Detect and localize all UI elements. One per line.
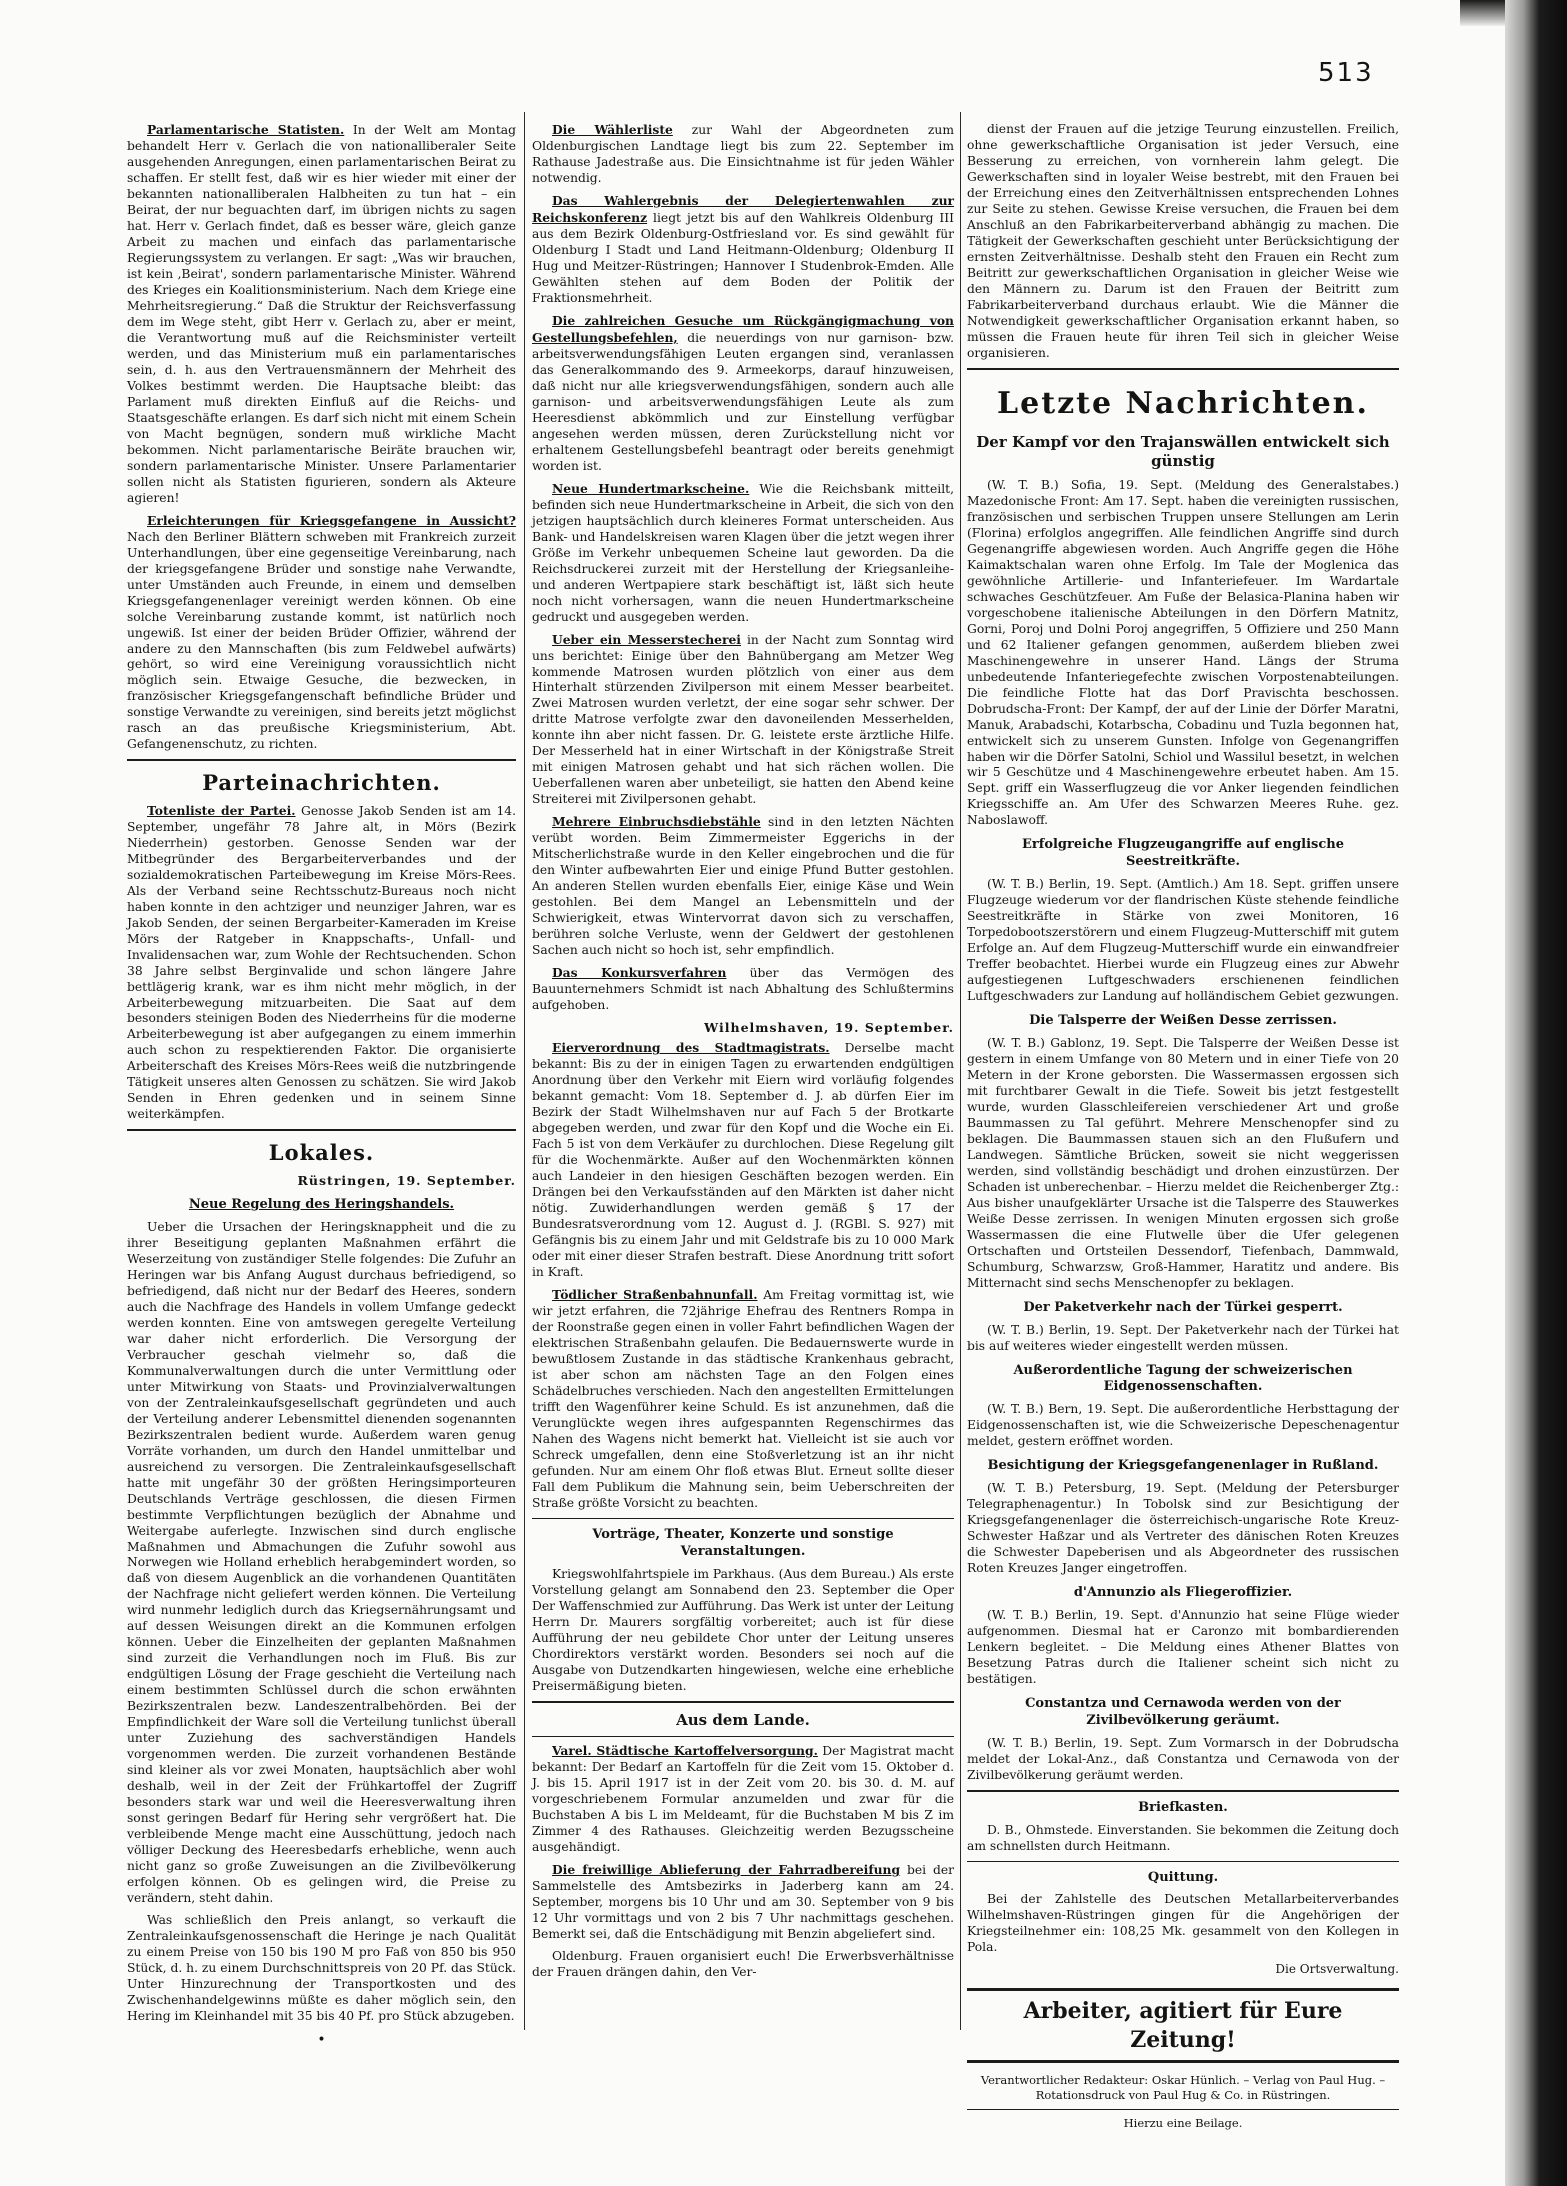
scan-edge [1505, 0, 1567, 2186]
article-body: (W. T. B.) Berlin, 19. Sept. Der Paketverkehr nach der Türkei hat bis auf weiteres wieder eingestellt werden müssen. [967, 1322, 1399, 1353]
article-fahrradbereifung [532, 1862, 954, 1943]
article-body: sind in den letzten Nächten verübt worden. Beim Zimmermeister Eggerichs in der Mitscherlichstraße wurde in den Keller eingebrochen und die für den Winter aufbewahrten Eier und einige Pfund Butter gestohlen. An anderen Stellen wurden ebenfalls Eier, einige Käse und Wein gestohlen. Bei dem Mangel an Lebensmitteln und der Schwierigkeit, etwas Wintervorrat davon sich zu verschaffen, berühren solche Verluste, wenn der Geldwert der gestohlenen Sachen auch nicht so hoch ist, sehr empfindlich. [532, 815, 955, 958]
article-body: Genosse Jakob Senden ist am 14. September, ungefähr 78 Jahre alt, in Mörs (Bezirk Niederrhein) gestorben. Genosse Senden war der Mitbegründer des Bergarbeiterverbandes und der sozialdemokratischen Parteibewegung im Kreise Mörs-Rees. Als der Verband seine Rechtsschutz-Bureaus noch nicht haben konnte in den achtziger und neunziger Jahren, war es Jakob Senden, der seinen Bergarbeiter-Kameraden im Kreise Mörs der Ratgeber in Knappschafts-, Unfall- und Invalidensachen war, zum Wohle der Rechtsuchenden. Schon 38 Jahre selbst Berginvalide und schon längere Jahre bettlägerig krank, war es ihm nicht mehr möglich, in der Arbeiterbewegung mitzuarbeiten. Die Saat auf dem besonders steinigen Boden des Niederrheins für die moderne Arbeiterbewegung ist aber aufgegangen zu einem immerhin auch schon zu respektierenden Faktor. Die organisierte Arbeiterschaft des Kreises Mörs-Rees weiß die nutzbringende Tätigkeit unseres alten Genossen zu schätzen. Sie wird Jakob Senden in Ehren gedenken und in seinem Sinne weiterkämpfen. [127, 803, 517, 1122]
bullet-dot: • [317, 2032, 326, 2049]
supplement-note: Hierzu eine Beilage. [1123, 2116, 1243, 2130]
section-rule [532, 1736, 954, 1737]
section-rule [127, 759, 516, 761]
column-divider [524, 112, 525, 2030]
article-body: Ueber die Ursachen der Heringsknappheit und die zu ihrer Beseitigung geplanten Maßnahmen erfährt die Weserzeitung von zuständiger Stelle folgendes: Die Zufuhr an Heringen war bis Anfang August durchaus befriedigend, so befriedigend, daß nicht nur der Bedarf des Heeres, sondern auch die Nachfrage des Handels in vollem Umfange gedeckt werden konnten. Eine von amtswegen geregelte Verteilung war daher nicht erforderlich. Die Versorgung der Verbraucher geschah vielmehr so, daß die Kommunalverwaltungen durch die unter Vermittlung oder unter Mitwirkung von Staats- und Provinzialverwaltungen von der Zentraleinkaufsgesellschaft gegründeten und auch der Verteilung anderer Lebensmittel dienenden sogenannten Bezirkszentralen bedient wurde. Außerdem waren genug Vorräte vorhanden, um durch den Handel unmittelbar und ausreichend zu versorgen. Die Zentraleinkaufsgesellschaft hatte mit ungefähr 30 der größten Heringsimporteuren Deutschlands Verträge geschlossen, die diesen Firmen bestimmte Verpflichtungen bezüglich der Abnahme und Weitergabe auferlegte. Inzwischen sind durch englische Maßnahmen und Abmachungen die Zufuhr sowohl aus Norwegen wie Holland erheblich herabgemindert worden, so daß von diesem Augenblick an die vorhandenen Quantitäten der Nachfrage nicht geliefert werden können. Die Verteilung wird nunmehr lediglich durch das Kriegsernährungsamt und auf dessen Weisungen direkt an die Kommunen erfolgen können. Ueber die Einzelheiten der geplanten Maßnahmen sind zurzeit die Verhandlungen noch im Fluß. Bis zur endgültigen Lösung der Frage geschieht die Verteilung nach einem bestimmten Schlüssel durch die schon erwähnten Bezirkszentralen bezw. Landeszentralbehörden. Bei der Empfindlichkeit der Ware soll die Verteilung tunlichst überall unter Zuziehung des sachverständigen Handels vorgenommen werden. Die zurzeit vorhandenen Bestände sind kleiner als vor zwei Monaten, hauptsächlich aber wohl deshalb, weil in der Zeit der Frühkartoffel der Zugriff besonders stark war und weil die Heeresverwaltung ihren sonst geringen Bedarf für Hering sehr vergrößert hat. Die verbleibende Menge macht eine Ausschüttung, jedoch nach völliger Deckung des Heeresbedarfs erhebliche, wenn auch nicht ganz so große Zuweisungen an die Zivilbevölkerung erfolgen können. Ob es gelingen wird, die Preise zu verändern, steht dahin. [127, 1219, 516, 1906]
article-waehlerliste [532, 122, 954, 187]
article-heading-hering: Neue Regelung des Heringshandels. [188, 1196, 455, 1212]
article-parlamentarische-statisten [127, 122, 516, 507]
article-body: bei der Sammelstelle des Amtsbezirks in Jaderberg kann am 24. September, morgens bis 10 Uhr und am 30. September von 9 bis 12 Uhr vormittags und von 2 bis 7 Uhr nachmittags geschehen. Bemerkt sei, daß die Entschädigung mit Benzin abgeliefert sind. [532, 1863, 954, 1941]
article-frauen-continued: dienst der Frauen auf die jetzige Teurung einzustellen. Freilich, ohne gewerkschaftliche Organisation ist jeder Versuch, eine Besserung zu erreichen, von vornherein lahm gelegt. Die Gewerkschaften sind in loyaler Weise bestrebt, mit den Frauen bei der Erreichung eines den Zeitverhältnissen entsprechenden Lohnes zur Seite zu stehen. Gewisse Kreise versuchen, die Frauen bei dem Anschluß an den Fabrikarbeiterverband abhängig zu machen. Die Tätigkeit der Gewerkschaften geschieht unter Berücksichtigung der ernsten Zeitverhältnisse. Deshalb steht den Frauen ein Recht zum Beitritt zur gewerkschaftlichen Organisation in gleicher Weise wie den Männern zu. Darum ist den Frauen der Beitritt zum Fabrikarbeiterverband durchaus erlaubt. Wie die Männer die Notwendigkeit gewerkschaftlicher Organisation erkannt haben, so müssen die Frauen heute für ihren Teil sich in gleicher Weise organisieren. [967, 122, 1399, 360]
section-rule [532, 1701, 954, 1703]
article-messerstecherei [532, 632, 954, 809]
section-head-quittung: Quittung. [1147, 1869, 1219, 1885]
section-rule [967, 1861, 1399, 1862]
article-body: Am Freitag vormittag ist, wie wir jetzt erfahren, die 72jährige Ehefrau des Rentners Rompa in der Roonstraße gegen einen in voller Fahrt befindlichen Wagen der elektrischen Straßenbahn gelaufen. Die Bedauernswerte wurde in bewußtlosem Zustande in das städtische Krankenhaus gebracht, ist aber schon am nächsten Tage an den Folgen eines Schädelbruches verschieden. Nach den angestellten Ermittelungen trifft den Wagenführer keine Schuld. Es ist anzunehmen, daß die Verunglückte wegen ihres aufgespannten Regenschirmes das Nahen des Wagens nicht bemerkt hat. Vielleicht ist sie auch vor Schreck umgefallen, denn eine Stoßverletzung ist an ihr nicht gefunden. Nur am einem Ohr floß etwas Blut. Erneut sollte dieser Fall dem Publikum die Mahnung sein, beim Ueberschreiten der Straße größte Vorsicht zu beachten. [532, 1288, 955, 1510]
article-heading-paketverkehr: Der Paketverkehr nach der Türkei gesperrt. [1023, 1299, 1343, 1315]
dateline: Rüstringen, 19. September. [297, 1172, 516, 1188]
article-title: Varel. Städtische Kartoffelversorgung. [552, 1743, 818, 1759]
column-divider [960, 112, 961, 2030]
article-body: Was schließlich den Preis anlangt, so verkauft die Zentraleinkaufsgenossenschaft die Heringe je nach Qualität zu einem Preise von 150 bis 190 M pro Faß von 850 bis 950 Stück, d. h. zu einem Durchschnittspreis von 20 Pf. das Stück. Unter Hinzurechnung der Transportkosten und des Zwischenhandelgewinns müßte es daher möglich sein, den Hering im Kleinhandel mit 35 bis 40 Pf. pro Stück abzugeben. [127, 1913, 516, 2024]
article-title: Die freiwillige Ablieferung der Fahrradbereifung [552, 1862, 901, 1878]
article-heading-flugzeugangriffe: Erfolgreiche Flugzeugangriffe auf englische Seestreitkräfte. [1021, 837, 1345, 870]
article-heading-talsperre: Die Talsperre der Weißen Desse zerrissen. [1029, 1013, 1337, 1029]
article-body: über das Vermögen des Bauunternehmers Schmidt ist nach Abhaltung des Schlußtermins aufgehoben. [532, 966, 954, 1013]
section-head-aus-dem-lande: Aus dem Lande. [676, 1710, 810, 1729]
article-body: Der Magistrat macht bekannt: Der Bedarf an Kartoffeln für die Zeit vom 15. Oktober d. J. bis 15. April 1917 ist in der Zeit vom 20. bis 30. d. M. auf vorgeschriebenem Formular anzumelden und zwar für die Buchstaben A bis L im Meldeamt, für die Buchstaben M bis Z im Zimmer 4 des Rathauses. Gleichzeitig werden Bezugsscheine ausgehändigt. [532, 1744, 954, 1855]
article-title: Neue Hundertmarkscheine. [552, 480, 750, 496]
article-title: Eierverordnung des Stadtmagistrats. [552, 1040, 830, 1056]
article-title: Die zahlreichen Gesuche um Rückgängigmachung von Gestellungsbefehlen, [532, 312, 954, 345]
section-rule [967, 1790, 1399, 1792]
section-head-letzte-nachrichten: Letzte Nachrichten. [997, 385, 1369, 421]
article-kriegsgefangene [127, 513, 516, 754]
article-body: In der Welt am Montag behandelt Herr v. Gerlach die von nationalliberaler Seite ausgehenden Anregungen, einen parlamentarischen Beirat zu schaffen. Er stellt fest, daß wir es hier wieder mit einer der bekannten nationalliberalen Halbheiten zu tun hat – ein Beirat, der nur beguachten darf, im übrigen nichts zu sagen hat. Herr v. Gerlach findet, daß es besser wäre, gleich ganze Arbeit zu machen und einfach das parlamentarische Regierungssystem zu verlangen. Er sagt: „Was wir brauchen, ist kein ‚Beirat', sondern parlamentarische Minister. Während des Krieges ein Koalitionsministerium. Nach dem Kriege eine Mehrheitsregierung.“ Daß die Struktur der Reichsverfassung dem im Wege steht, gibt Herr v. Gerlach zu, aber er meint, die Verantwortung muß auf die Reichsminister verteilt werden, und das Ministerium muß ein parlamentarisches sein, d. h. aus den Vertrauensmännern der Mehrheit des Volkes bestimmt werden. Die Hauptsache bleibt: das Parlament muß direkten Einfluß auf die Reichs- und Staatsgeschäfte erlangen. Es darf sich nicht mit einem Schein von Macht begnügen, sondern muß wirkliche Macht bekommen. Nicht parlamentarische Beiräte brauchen wir, sondern parlamentarische Minister. Unsere Parlamentarier sollen nicht als Statisten figurieren, sondern als Akteure agieren! [127, 123, 516, 505]
article-einbruch [532, 814, 954, 959]
section-rule [967, 368, 1399, 370]
article-body: Wie die Reichsbank mitteilt, befinden sich neue Hundertmarkscheine in Arbeit, die sich von den jetzigen hauptsächlich durch kleineres Format unterscheiden. Aus Bank- und Handelskreisen waren Klagen über die jetzt wegen ihrer Größe im Verkehr unbequemen Scheine laut geworden. Da die Reichsdruckerei zurzeit mit der Herstellung der Kriegsanleihe- und anderen Wertpapiere stark beschäftigt ist, läßt sich heute noch nicht vorhersagen, wann die neuen Hundertmarkscheine gedruckt und ausgegeben werden. [532, 481, 954, 624]
article-oldenburg-frauen: Oldenburg. Frauen organisiert euch! Die Erwerbsverhältnisse der Frauen drängen dahin, den Ver- [532, 1948, 954, 1979]
article-title: Die Wählerliste [552, 122, 673, 137]
banner-agitation: Arbeiter, agitiert für Eure Zeitung! [967, 1988, 1399, 2063]
dateline: Wilhelmshaven, 19. September. [704, 1020, 954, 1036]
section-head-veranstaltungen: Vorträge, Theater, Konzerte und sonstige Veranstaltungen. [592, 1526, 894, 1559]
article-body: (W. T. B.) Berlin, 19. Sept. (Amtlich.) Am 18. Sept. griffen unsere Flugzeuge wiederum vor der flandrischen Küste stehende feindliche Seestreitkräfte in Stärke von zwei Monitoren, 16 Torpedobootszerstörern und einem Flugzeug-Mutterschiff mit gutem Erfolge an. Auf dem Flugzeug-Mutterschiff wurde ein einwandfreier Treffer beobachtet. Hierbei wurde ein Flugzeug eines zur Abwehr aufgestiegenen Luftgeschwaders erschienenen feindlichen Luftgeschwaders zur Landung auf holländischem Gebiet gezwungen. [967, 877, 1399, 1004]
article-title: Erleichterungen für Kriegsgefangene in Aussicht? [147, 512, 516, 528]
article-title: Das Wahlergebnis der Delegiertenwahlen zur Reichskonferenz [532, 192, 954, 225]
article-body: Kriegswohlfahrtspiele im Parkhaus. (Aus dem Bureau.) Als erste Vorstellung gelangt am Sonnabend den 23. September die Oper Der Waffenschmied zur Aufführung. Das Werk ist unter der Leitung Herrn Dr. Maurers sorgfältig vorbereitet; auch ist für diese Aufführung der neu gebildete Chor unter der Leitung unseres Chordirektors verstärkt worden. Besonders sei noch auf die Ausgabe von Dutzendkarten hingewiesen, welche eine erhebliche Preisermäßigung bieten. [532, 1566, 954, 1693]
article-eierverordnung [532, 1040, 954, 1281]
article-title: Ueber ein Messerstecherei [552, 631, 741, 647]
article-konkurs [532, 965, 954, 1014]
article-title: Mehrere Einbruchsdiebstähle [552, 814, 761, 830]
article-strassenbahnunfall [532, 1287, 954, 1512]
section-rule [532, 1518, 954, 1519]
article-body: (W. T. B.) Petersburg, 19. Sept. (Meldung der Petersburger Telegraphenagentur.) In Tobolsk sind zur Besichtigung der Kriegsgefangenenlager die österreichisch-ungarische Rote Kreuz-Schwester Haßzar und als Vertreter des dänischen Roten Kreuzes die Schwester Dapeberisen und als Abgeordneter des russischen Roten Kreuzes Janger eingetroffen. [967, 1481, 1399, 1576]
article-heading-trajanswaelle: Der Kampf vor den Trajanswällen entwickelt sich günstig [976, 432, 1390, 471]
article-delegiertenwahlen [532, 193, 954, 307]
section-rule [967, 2109, 1399, 2110]
column-left [127, 122, 516, 2049]
article-body: Nach den Berliner Blättern schweben mit Frankreich zurzeit Unterhandlungen, über eine gegenseitige Vereinbarung, nach der kriegsgefangene Brüder und sonstige nahe Verwandte, unter Umständen auch Freunde, in einem und demselben Kriegsgefangenenlager vereinigt werden können. Ob eine solche Vereinbarung zustande kommt, ist natürlich noch ungewiß. Ist einer der beiden Brüder Offizier, während der andere zu den Mannschaften (bis zum Feldwebel aufwärts) gehört, so wird eine Vereinigung voraussichtlich nicht möglich sein. Etwaige Gesuche, die bezwecken, in französischer Kriegsgefangenschaft befindliche Brüder und sonstige Verwandte zu vereinigen, sind bereits jetzt möglichst rasch an das preußische Kriegsministerium, Abt. Gefangenenschutz, zu richten. [127, 529, 516, 752]
article-body: (W. T. B.) Berlin, 19. Sept. Zum Vormarsch in der Dobrudscha meldet der Lokal-Anz., daß Constantza und Cernawoda von der Zivilbevölkerung geräumt werden. [967, 1735, 1399, 1782]
article-body: (W. T. B.) Berlin, 19. Sept. d'Annunzio hat seine Flüge wieder aufgenommen. Diesmal hat er Caronzo mit bombardierenden Lenkern begleitet. – Die Meldung eines Athener Blattes von Besetzung Patras durch die Italiener scheint sich nicht zu bestätigen. [967, 1608, 1399, 1686]
article-varel [532, 1743, 954, 1856]
article-body: Bei der Zahlstelle des Deutschen Metallarbeiterverbandes Wilhelmshaven-Rüstringen gingen für die Angehörigen der Kriegsteilnehmer ein: 108,25 Mk. gesammelt von den Kollegen in Pola. [967, 1892, 1399, 1955]
article-heading-russland: Besichtigung der Kriegsgefangenenlager in Rußland. [987, 1458, 1379, 1474]
section-head-briefkasten: Briefkasten. [1138, 1799, 1228, 1815]
article-body: (W. T. B.) Bern, 19. Sept. Die außerordentliche Herbsttagung der Eidgenossenschaften ist, wie die Schweizerische Depeschenagentur meldet, gestern eröffnet worden. [967, 1402, 1399, 1449]
article-title: Parlamentarische Statisten. [147, 122, 345, 137]
article-heading-constantza: Constantza und Cernawoda werden von der Zivilbevölkerung geräumt. [1025, 1695, 1341, 1728]
section-head-parteinachrichten: Parteinachrichten. [202, 770, 441, 796]
article-totenliste [127, 803, 516, 1124]
article-heading-dannunzio: d'Annunzio als Fliegeroffizier. [1073, 1585, 1293, 1601]
article-heading-schweiz: Außerordentliche Tagung der schweizerischen Eidgenossenschaften. [1013, 1362, 1353, 1395]
article-body: in der Nacht zum Sonntag wird uns berichtet: Einige über den Bahnübergang am Metzer Weg kommende Matrosen wurden plötzlich von einer aus dem Hinterhalt stürzenden Zivilperson mit einem Messer bearbeitet. Zwei Matrosen wurden verletzt, der eine sogar sehr schwer. Der dritte Matrose verfolgte zwar den davoneilenden Messerhelden, konnte ihn aber nicht fassen. Dr. G. leistete erste ärztliche Hilfe. Der Messerheld hat in einer Wirtschaft in der Königstraße Streit mit einigen Matrosen gehabt und hat sich rächen wollen. Die Ueberfallenen waren aber unbeteiligt, sie hatten den Abend keine Streiterei mit Zivilpersonen gehabt. [532, 632, 954, 807]
imprint: Verantwortlicher Redakteur: Oskar Hünlich. – Verlag von Paul Hug. – Rotationsdruck von Paul Hug & Co. in Rüstringen. [980, 2073, 1386, 2103]
section-rule [127, 1129, 516, 1131]
article-body: zur Wahl der Abgeordneten zum Oldenburgischen Landtage liegt bis zum 22. September im Rathause Jadestraße aus. Die Einsichtnahme ist für jeden Wähler notwendig. [532, 123, 954, 185]
article-hundertmarkscheine [532, 481, 954, 626]
article-body: liegt jetzt bis auf den Wahlkreis Oldenburg III aus dem Bezirk Oldenburg-Ostfriesland vor. Es sind gewählt für Oldenburg I Stadt und Land Heitmann-Oldenburg; Oldenburg II Hug und Meitzer-Rüstringen; Hannover I Studenbrok-Emden. Alle Gewählten stehen auf dem Boden der Politik der Fraktionsmehrheit. [532, 210, 954, 305]
article-body: (W. T. B.) Sofia, 19. Sept. (Meldung des Generalstabes.) Mazedonische Front: Am 17. Sept. haben die vereinigten russischen, französischen und serbischen Truppen unsere Stellungen am Lerin (Florina) erfolglos angegriffen. Alle feindlichen Angriffe sind durch Gegenangriffe abgewiesen worden. Auch Angriffe gegen die Höhe Kaimaktschalan waren ohne Erfolg. Im Tale der Moglenica das gewöhnliche Artillerie- und Infanteriefeuer. Im Wardartale schwaches Geschützfeuer. Am Fuße der Belasica-Planina haben wir vorgeschobene italienische Abteilungen in den Dörfern Matnitz, Gorni, Poroj und Dolni Poroj angegriffen, 5 Offiziere und 250 Mann und 62 Italiener gefangen genommen, außerdem blieben zwei Maschinengewehre in unserer Hand. Längs der Struma unbedeutende Infanteriegefechte zwischen Vorpostenabteilungen. Die feindliche Flotte hat das Dorf Pravischta beschossen. Dobrudscha-Front: Der Kampf, der auf der Linie der Dörfer Maratni, Manuk, Arabadschi, Kotarbscha, Cobadinu und Tuzla begonnen hat, entwickelt sich zu unserem Gunsten. Infolge von Gegenangriffen haben wir die Dörfer Satolni, Schiol und Wassilul besetzt, in welchen wir 5 Geschütze und 4 Maschinengewehre erbeutet haben. Am 15. Sept. griff ein Wasserflugzeug die vor Anker liegenden feindlichen Kriegsschiffe an. Am Ufer des Schwarzen Meeres Ruhe. gez. Naboslawoff. [967, 477, 1399, 828]
scan-edge-top [1460, 0, 1505, 26]
column-right [967, 122, 1399, 2135]
article-body: die neuerdings von nur garnison- bzw. arbeitsverwendungsfähigen Leuten ergangen sind, veranlassen das Generalkommando des 9. Armeekorps, darauf hinzuweisen, daß nicht nur alle kriegsverwendungsfähigen, sondern auch alle garnison- und arbeitsverwendungsfähigen Leute als zum Heeresdienst abkömmlich und zur Einstellung verfügbar angesehen werden müssen, deren Zurückstellung nicht vor erhaltenem Gestellungsbefehl beantragt oder bereits genehmigt worden ist. [532, 330, 954, 473]
article-body: Derselbe macht bekannt: Bis zu der in einigen Tagen zu erwartenden endgültigen Anordnung über den Verkehr mit Eiern wird vorläufig folgendes bekannt gemacht: Vom 18. September d. J. ab dürfen Eier im Bezirk der Stadt Wilhelmshaven nur auf Fach 5 der Brotkarte abgegeben werden, und zwar für den Kopf und die Woche ein Ei. Fach 5 ist von dem Verkäufer zu durchlochen. Diese Regelung gilt für die Wochenmärkte. Außer auf den Wochenmärkten können auch Landeier in den hiesigen Geschäften bezogen werden. Ein Drängen bei den Verkaufsständen auf den Märkten ist daher nicht nötig. Zuwiderhandlungen werden gemäß § 17 der Bundesratsverordnung vom 12. August d. J. (RGBl. S. 927) mit Gefängnis bis zu einem Jahr und mit Geldstrafe bis zu 10 000 Mark oder mit einer dieser Strafen bestraft. Diese Anordnung tritt sofort in Kraft. [532, 1041, 954, 1280]
page-number: 513 [1318, 58, 1374, 88]
signature: Die Ortsverwaltung. [1275, 1962, 1399, 1977]
section-head-lokales: Lokales. [268, 1140, 375, 1166]
article-title: Tödlicher Straßenbahnunfall. [552, 1287, 758, 1303]
article-title: Totenliste der Partei. [147, 802, 296, 818]
column-middle [532, 122, 954, 1987]
article-body: (W. T. B.) Gablonz, 19. Sept. Die Talsperre der Weißen Desse ist gestern in einem Umfange von 80 Metern und in einer Tiefe von 20 Metern in der Krone geborsten. Die Wassermassen ergossen sich mit furchtbarer Gewalt in die Tiefe. Soweit bis jetzt festgestellt wurde, wurden Glasschleifereien verschiedener Art und große Baummassen zu Tal geführt. Mehrere Menschenopfer sind zu beklagen. Die Baummassen stauen sich an den Flußufern und Landwegen. Sämtliche Brücken, soweit sie nicht weggerissen werden, sind vollständig beschädigt und drohen einzustürzen. Der Schaden ist unberechenbar. – Hierzu meldet die Reichenberger Ztg.: Aus bisher unaufgeklärter Ursache ist die Talsperre des Stauwerkes Weiße Desse zerrissen. In wenigen Minuten ergossen sich große Wassermassen die eine Flutwelle über die Ufer gelegenen Ortschaften und Ortsteilen Dessendorf, Tiefenbach, Dammwald, Schumburg, Schwarzsw, Groß-Hammer, Haratitz und andere. Bis Mitternacht sind sechs Menschenopfer zu beklagen. [967, 1035, 1399, 1290]
article-body: D. B., Ohmstede. Einverstanden. Sie bekommen die Zeitung doch am schnellsten durch Heitmann. [967, 1822, 1399, 1853]
article-title: Das Konkursverfahren [552, 965, 727, 981]
article-gestellungsbefehle [532, 313, 954, 475]
